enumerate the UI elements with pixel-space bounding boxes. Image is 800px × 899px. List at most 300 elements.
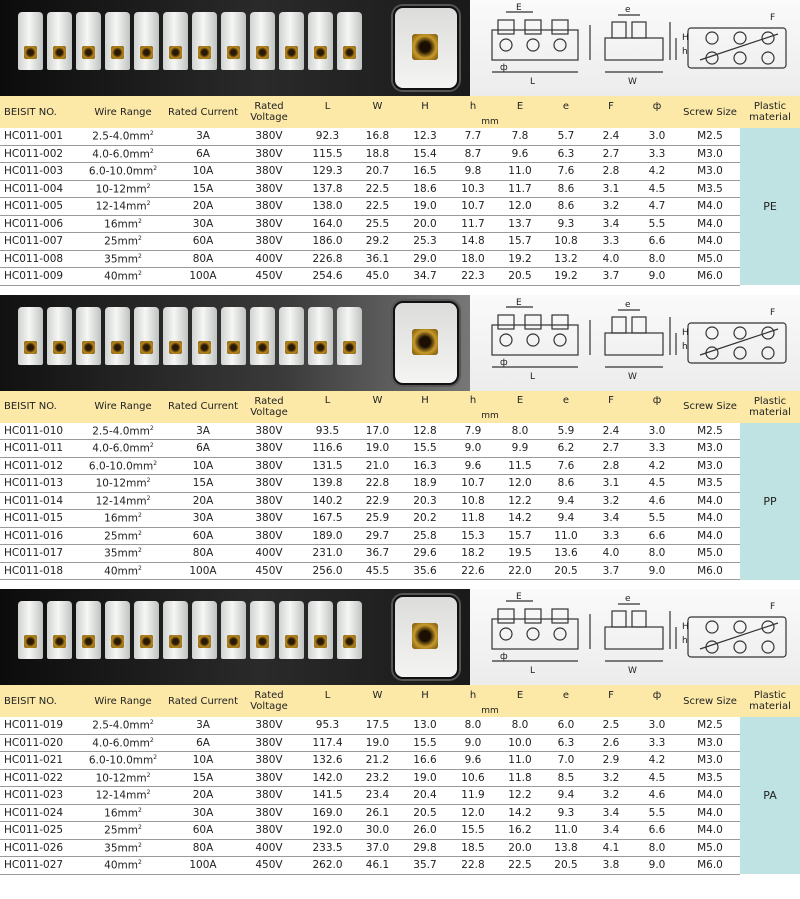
cell-code: HC011-008 <box>0 250 78 268</box>
cell-value: 3.3 <box>588 527 634 545</box>
cell-value: 380V <box>238 717 300 734</box>
cell-value: 95.3 <box>300 717 355 734</box>
cell-value: 132.6 <box>300 752 355 770</box>
cell-value: 11.8 <box>496 769 544 787</box>
cell-value: 45.0 <box>355 268 400 286</box>
product-section <box>0 589 800 875</box>
cell-value: 11.0 <box>496 752 544 770</box>
product-section <box>0 295 800 581</box>
cell-value: 5.9 <box>544 423 588 440</box>
cell-value: 450V <box>238 857 300 875</box>
terminal-block <box>163 307 188 365</box>
cell-value: 450V <box>238 268 300 286</box>
cell-value: 2.4 <box>588 423 634 440</box>
cell-value: 20.5 <box>496 268 544 286</box>
cell-value: 140.2 <box>300 492 355 510</box>
cell-value: 29.7 <box>355 527 400 545</box>
cell-value: M3.0 <box>680 163 740 181</box>
header-code: BEISIT NO. <box>0 391 78 423</box>
terminal-strip-photo <box>0 295 470 391</box>
cell-code: HC011-018 <box>0 562 78 580</box>
cell-value: 3.8 <box>588 857 634 875</box>
cell-value: 9.0 <box>634 268 680 286</box>
cell-value: 2.5 <box>588 717 634 734</box>
cell-value: 5.5 <box>634 804 680 822</box>
cell-value: M2.5 <box>680 717 740 734</box>
terminal-block <box>192 12 217 70</box>
diagram-label-e: e <box>625 299 631 310</box>
wire-unit-sup: 2 <box>146 789 151 796</box>
cell-value: 3.4 <box>588 510 634 528</box>
cell-value: 8.6 <box>544 475 588 493</box>
cell-value: 15.5 <box>400 440 450 458</box>
cell-value: 22.5 <box>496 857 544 875</box>
cell-value: 12.2 <box>496 492 544 510</box>
table-row <box>0 180 800 198</box>
cell-value: 21.0 <box>355 457 400 475</box>
cell-value: 380V <box>238 233 300 251</box>
cell-value: 2.8 <box>588 457 634 475</box>
cell-value: 2.8 <box>588 163 634 181</box>
dimension-drawings <box>470 589 800 685</box>
cell-value: 3A <box>168 128 238 145</box>
dimension-drawings <box>470 0 800 96</box>
cell-value: 25.5 <box>355 215 400 233</box>
cell-wire: $10-12mm^2$ <box>78 475 168 493</box>
cell-code: HC011-020 <box>0 734 78 752</box>
cell-value: 29.8 <box>400 839 450 857</box>
diagram-label-h: h <box>682 341 688 352</box>
cell-value: 2.7 <box>588 440 634 458</box>
diagram-label-e: e <box>625 594 631 604</box>
table-row <box>0 527 800 545</box>
cell-value: 3.1 <box>588 180 634 198</box>
cell-value: 8.0 <box>450 717 496 734</box>
header-code: BEISIT NO. <box>0 96 78 128</box>
terminal-block <box>47 12 72 70</box>
cell-value: 189.0 <box>300 527 355 545</box>
cell-value: 8.6 <box>544 198 588 216</box>
terminal-block <box>134 12 159 70</box>
header-dim: W <box>355 391 400 411</box>
cell-value: 9.6 <box>450 752 496 770</box>
cell-value: 36.1 <box>355 250 400 268</box>
cell-value: 14.8 <box>450 233 496 251</box>
cell-value: 19.0 <box>400 198 450 216</box>
spec-table <box>0 685 800 875</box>
terminal-block <box>76 601 101 659</box>
cell-value: 10A <box>168 163 238 181</box>
cell-code: HC011-014 <box>0 492 78 510</box>
cell-wire: $6.0-10.0mm^2$ <box>78 752 168 770</box>
cell-value: 12.0 <box>496 198 544 216</box>
cell-value: 4.0 <box>588 545 634 563</box>
cell-value: 3.7 <box>588 268 634 286</box>
cell-value: 19.0 <box>400 769 450 787</box>
cell-value: 20.7 <box>355 163 400 181</box>
cell-value: M6.0 <box>680 562 740 580</box>
cell-wire: $4.0-6.0mm^2$ <box>78 440 168 458</box>
cell-value: 60A <box>168 822 238 840</box>
cell-value: 138.0 <box>300 198 355 216</box>
cell-value: 116.6 <box>300 440 355 458</box>
cell-value: 16.5 <box>400 163 450 181</box>
cell-value: 15.7 <box>496 233 544 251</box>
cell-value: 8.6 <box>544 180 588 198</box>
cell-value: 3.4 <box>588 804 634 822</box>
diagram-label-h: H <box>682 327 689 338</box>
wire-unit-sup: 2 <box>149 442 154 449</box>
header-screw: Screw Size <box>680 96 740 128</box>
cell-value: 12.2 <box>496 787 544 805</box>
cell-value: 12.0 <box>450 804 496 822</box>
cell-value: 20A <box>168 198 238 216</box>
header-plastic: Plastic material <box>740 391 800 423</box>
cell-value: 2.7 <box>588 145 634 163</box>
cell-value: M3.5 <box>680 180 740 198</box>
cell-value: 3.0 <box>634 717 680 734</box>
cell-value: 18.5 <box>450 839 496 857</box>
terminal-block <box>105 601 130 659</box>
terminal-block <box>163 601 188 659</box>
cell-value: 117.4 <box>300 734 355 752</box>
diagram-label-h: H <box>682 33 689 43</box>
cell-value: 4.0 <box>588 250 634 268</box>
cell-value: 3.2 <box>588 492 634 510</box>
cell-value: M3.0 <box>680 457 740 475</box>
cell-value: 380V <box>238 510 300 528</box>
cell-value: 7.6 <box>544 163 588 181</box>
cell-value: 2.6 <box>588 734 634 752</box>
cell-value: 4.6 <box>634 492 680 510</box>
cell-value: 9.4 <box>544 510 588 528</box>
cell-value: 22.9 <box>355 492 400 510</box>
cell-value: 9.0 <box>634 857 680 875</box>
cell-value: 6.2 <box>544 440 588 458</box>
header-current: Rated Current <box>168 685 238 717</box>
header-dim: L <box>300 685 355 705</box>
cell-value: 20.2 <box>400 510 450 528</box>
cell-value: 17.5 <box>355 717 400 734</box>
cell-value: 13.2 <box>544 250 588 268</box>
product-banner <box>0 295 800 391</box>
wire-unit-sup: 2 <box>146 477 151 484</box>
table-row <box>0 163 800 181</box>
cell-value: M3.0 <box>680 145 740 163</box>
cell-value: 20.5 <box>544 562 588 580</box>
cell-value: M5.0 <box>680 545 740 563</box>
diagram-label-e: e <box>625 5 631 15</box>
cell-value: 400V <box>238 839 300 857</box>
terminal-block <box>308 307 333 365</box>
cell-value: 15A <box>168 180 238 198</box>
cell-value: 17.0 <box>355 423 400 440</box>
wire-unit-sup: 2 <box>138 547 142 554</box>
diagram-label-f: F <box>770 13 776 23</box>
cell-value: 18.2 <box>450 545 496 563</box>
cell-value: 6A <box>168 734 238 752</box>
diagram-label-l: L <box>530 666 536 676</box>
terminal-block <box>279 307 304 365</box>
header-dim: W <box>355 96 400 116</box>
cell-value: 15.4 <box>400 145 450 163</box>
terminal-closeup-photo <box>393 595 459 679</box>
cell-value: 380V <box>238 423 300 440</box>
cell-value: M4.0 <box>680 215 740 233</box>
cell-value: 11.7 <box>450 215 496 233</box>
cell-code: HC011-002 <box>0 145 78 163</box>
header-plastic: Plastic material <box>740 685 800 717</box>
wire-unit-sup: 2 <box>146 182 151 190</box>
table-row <box>0 717 800 734</box>
cell-value: 30A <box>168 215 238 233</box>
header-dim: H <box>400 685 450 705</box>
cell-value: M2.5 <box>680 423 740 440</box>
wire-unit-sup: 2 <box>153 459 158 467</box>
table-row <box>0 769 800 787</box>
cell-value: 9.6 <box>450 457 496 475</box>
header-current: Rated Current <box>168 96 238 128</box>
cell-value: 380V <box>238 822 300 840</box>
cell-value: 10.0 <box>496 734 544 752</box>
cell-value: 8.0 <box>496 717 544 734</box>
cell-value: M3.5 <box>680 769 740 787</box>
header-dim: L <box>300 391 355 411</box>
cell-value: 35.7 <box>400 857 450 875</box>
header-screw: Screw Size <box>680 391 740 423</box>
cell-value: 18.8 <box>355 145 400 163</box>
header-dim: F <box>588 391 634 411</box>
wire-unit-sup: 2 <box>138 217 142 225</box>
cell-value: M3.0 <box>680 440 740 458</box>
table-row <box>0 475 800 493</box>
terminal-block <box>221 12 246 70</box>
cell-value: 29.2 <box>355 233 400 251</box>
cell-value: 20A <box>168 492 238 510</box>
cell-value: 11.0 <box>496 163 544 181</box>
header-dim: ф <box>634 96 680 116</box>
cell-value: M4.0 <box>680 233 740 251</box>
wire-unit-sup: 2 <box>146 200 151 207</box>
cell-code: HC011-015 <box>0 510 78 528</box>
terminal-block <box>76 12 101 70</box>
cell-code: HC011-010 <box>0 423 78 440</box>
cell-value: 10A <box>168 752 238 770</box>
cell-value: 60A <box>168 233 238 251</box>
cell-value: 20A <box>168 787 238 805</box>
cell-value: 4.2 <box>634 163 680 181</box>
cell-value: 19.0 <box>355 734 400 752</box>
cell-value: 6.6 <box>634 233 680 251</box>
cell-value: 3.2 <box>588 198 634 216</box>
cell-value: 15.7 <box>496 527 544 545</box>
cell-value: 9.6 <box>496 145 544 163</box>
cell-material: PE <box>740 128 800 285</box>
diagram-label-phi: ф <box>500 652 508 662</box>
cell-value: 22.3 <box>450 268 496 286</box>
table-row <box>0 457 800 475</box>
header-dim: ф <box>634 391 680 411</box>
diagram-label-e: E <box>516 3 522 13</box>
cell-code: HC011-016 <box>0 527 78 545</box>
terminal-block <box>76 307 101 365</box>
cell-value: 4.5 <box>634 180 680 198</box>
cell-value: 3A <box>168 717 238 734</box>
cell-value: 36.7 <box>355 545 400 563</box>
cell-value: 22.0 <box>496 562 544 580</box>
cell-value: 13.6 <box>544 545 588 563</box>
cell-wire: $16mm^2$ <box>78 804 168 822</box>
cell-value: 37.0 <box>355 839 400 857</box>
cell-value: 16.2 <box>496 822 544 840</box>
cell-value: 4.7 <box>634 198 680 216</box>
terminal-block <box>337 601 362 659</box>
cell-value: 380V <box>238 145 300 163</box>
cell-value: 8.7 <box>450 145 496 163</box>
cell-value: 9.3 <box>544 215 588 233</box>
terminal-block <box>279 601 304 659</box>
cell-value: 46.1 <box>355 857 400 875</box>
cell-wire: $35mm^2$ <box>78 250 168 268</box>
table-row <box>0 423 800 440</box>
cell-value: 29.6 <box>400 545 450 563</box>
cell-value: 19.0 <box>355 440 400 458</box>
header-dim: H <box>400 96 450 116</box>
cell-value: 4.2 <box>634 752 680 770</box>
cell-value: 20.0 <box>496 839 544 857</box>
cell-code: HC011-001 <box>0 128 78 145</box>
wire-unit-sup: 2 <box>138 235 142 242</box>
cell-value: 186.0 <box>300 233 355 251</box>
cell-value: 19.2 <box>544 268 588 286</box>
technical-drawing-icon <box>470 589 800 685</box>
terminal-strip-photo <box>0 0 470 96</box>
cell-value: 23.2 <box>355 769 400 787</box>
header-dim: e <box>544 685 588 705</box>
cell-value: 20.4 <box>400 787 450 805</box>
header-voltage: Rated Voltage <box>238 391 300 423</box>
wire-unit-sup: 2 <box>146 771 151 779</box>
table-row <box>0 510 800 528</box>
cell-value: 12.8 <box>400 423 450 440</box>
cell-value: 16.8 <box>355 128 400 145</box>
wire-unit-sup: 2 <box>138 859 142 866</box>
cell-value: 262.0 <box>300 857 355 875</box>
header-wire: Wire Range <box>78 391 168 423</box>
cell-value: 380V <box>238 215 300 233</box>
cell-value: 45.5 <box>355 562 400 580</box>
cell-value: 10.8 <box>544 233 588 251</box>
cell-value: 22.5 <box>355 180 400 198</box>
cell-wire: $2.5-4.0mm^2$ <box>78 717 168 734</box>
cell-value: 2.9 <box>588 752 634 770</box>
cell-value: 15.5 <box>450 822 496 840</box>
cell-wire: $4.0-6.0mm^2$ <box>78 145 168 163</box>
cell-value: 6.6 <box>634 822 680 840</box>
cell-value: 15.3 <box>450 527 496 545</box>
cell-value: 7.7 <box>450 128 496 145</box>
wire-unit-sup: 2 <box>138 270 142 277</box>
cell-value: M6.0 <box>680 857 740 875</box>
cell-value: 35.6 <box>400 562 450 580</box>
cell-value: 100A <box>168 857 238 875</box>
terminal-block <box>250 601 275 659</box>
table-row <box>0 734 800 752</box>
cell-value: M4.0 <box>680 787 740 805</box>
cell-value: 7.9 <box>450 423 496 440</box>
cell-code: HC011-009 <box>0 268 78 286</box>
terminal-block <box>192 307 217 365</box>
cell-code: HC011-021 <box>0 752 78 770</box>
wire-unit-sup: 2 <box>149 130 154 137</box>
table-row <box>0 233 800 251</box>
terminal-block <box>18 307 43 365</box>
cell-value: 4.5 <box>634 475 680 493</box>
cell-wire: $2.5-4.0mm^2$ <box>78 128 168 145</box>
cell-value: 9.4 <box>544 492 588 510</box>
table-row <box>0 198 800 216</box>
cell-value: 18.0 <box>450 250 496 268</box>
cell-value: 9.0 <box>450 734 496 752</box>
cell-value: M6.0 <box>680 268 740 286</box>
header-dim: E <box>496 391 544 411</box>
header-dim: e <box>544 391 588 411</box>
cell-value: 3A <box>168 423 238 440</box>
header-unit: mm <box>300 705 680 717</box>
cell-value: 7.8 <box>496 128 544 145</box>
cell-value: 15A <box>168 769 238 787</box>
cell-code: HC011-007 <box>0 233 78 251</box>
cell-wire: $2.5-4.0mm^2$ <box>78 423 168 440</box>
cell-value: 400V <box>238 250 300 268</box>
diagram-label-w: W <box>628 371 637 382</box>
cell-value: 11.5 <box>496 457 544 475</box>
cell-value: 11.8 <box>450 510 496 528</box>
cell-code: HC011-012 <box>0 457 78 475</box>
diagram-label-phi: ф <box>500 63 508 73</box>
dimension-drawings <box>470 295 800 391</box>
cell-wire: $4.0-6.0mm^2$ <box>78 734 168 752</box>
cell-wire: $16mm^2$ <box>78 215 168 233</box>
diagram-label-e: E <box>516 297 522 308</box>
cell-value: 10.8 <box>450 492 496 510</box>
header-wire: Wire Range <box>78 96 168 128</box>
diagram-label-f: F <box>770 602 776 612</box>
cell-wire: $35mm^2$ <box>78 839 168 857</box>
cell-value: 18.9 <box>400 475 450 493</box>
diagram-label-l: L <box>530 371 536 382</box>
cell-value: 380V <box>238 769 300 787</box>
cell-value: 10.7 <box>450 475 496 493</box>
cell-code: HC011-025 <box>0 822 78 840</box>
product-banner <box>0 0 800 96</box>
wire-unit-sup: 2 <box>138 806 142 814</box>
cell-value: 34.7 <box>400 268 450 286</box>
cell-value: 19.2 <box>496 250 544 268</box>
cell-value: 142.0 <box>300 769 355 787</box>
terminal-block <box>250 307 275 365</box>
terminal-block <box>47 307 72 365</box>
cell-value: 12.3 <box>400 128 450 145</box>
cell-value: 8.0 <box>634 250 680 268</box>
header-voltage: Rated Voltage <box>238 96 300 128</box>
cell-wire: $10-12mm^2$ <box>78 769 168 787</box>
cell-value: 450V <box>238 562 300 580</box>
cell-value: 15A <box>168 475 238 493</box>
header-dim: F <box>588 96 634 116</box>
header-dim: h <box>450 391 496 411</box>
cell-code: HC011-027 <box>0 857 78 875</box>
